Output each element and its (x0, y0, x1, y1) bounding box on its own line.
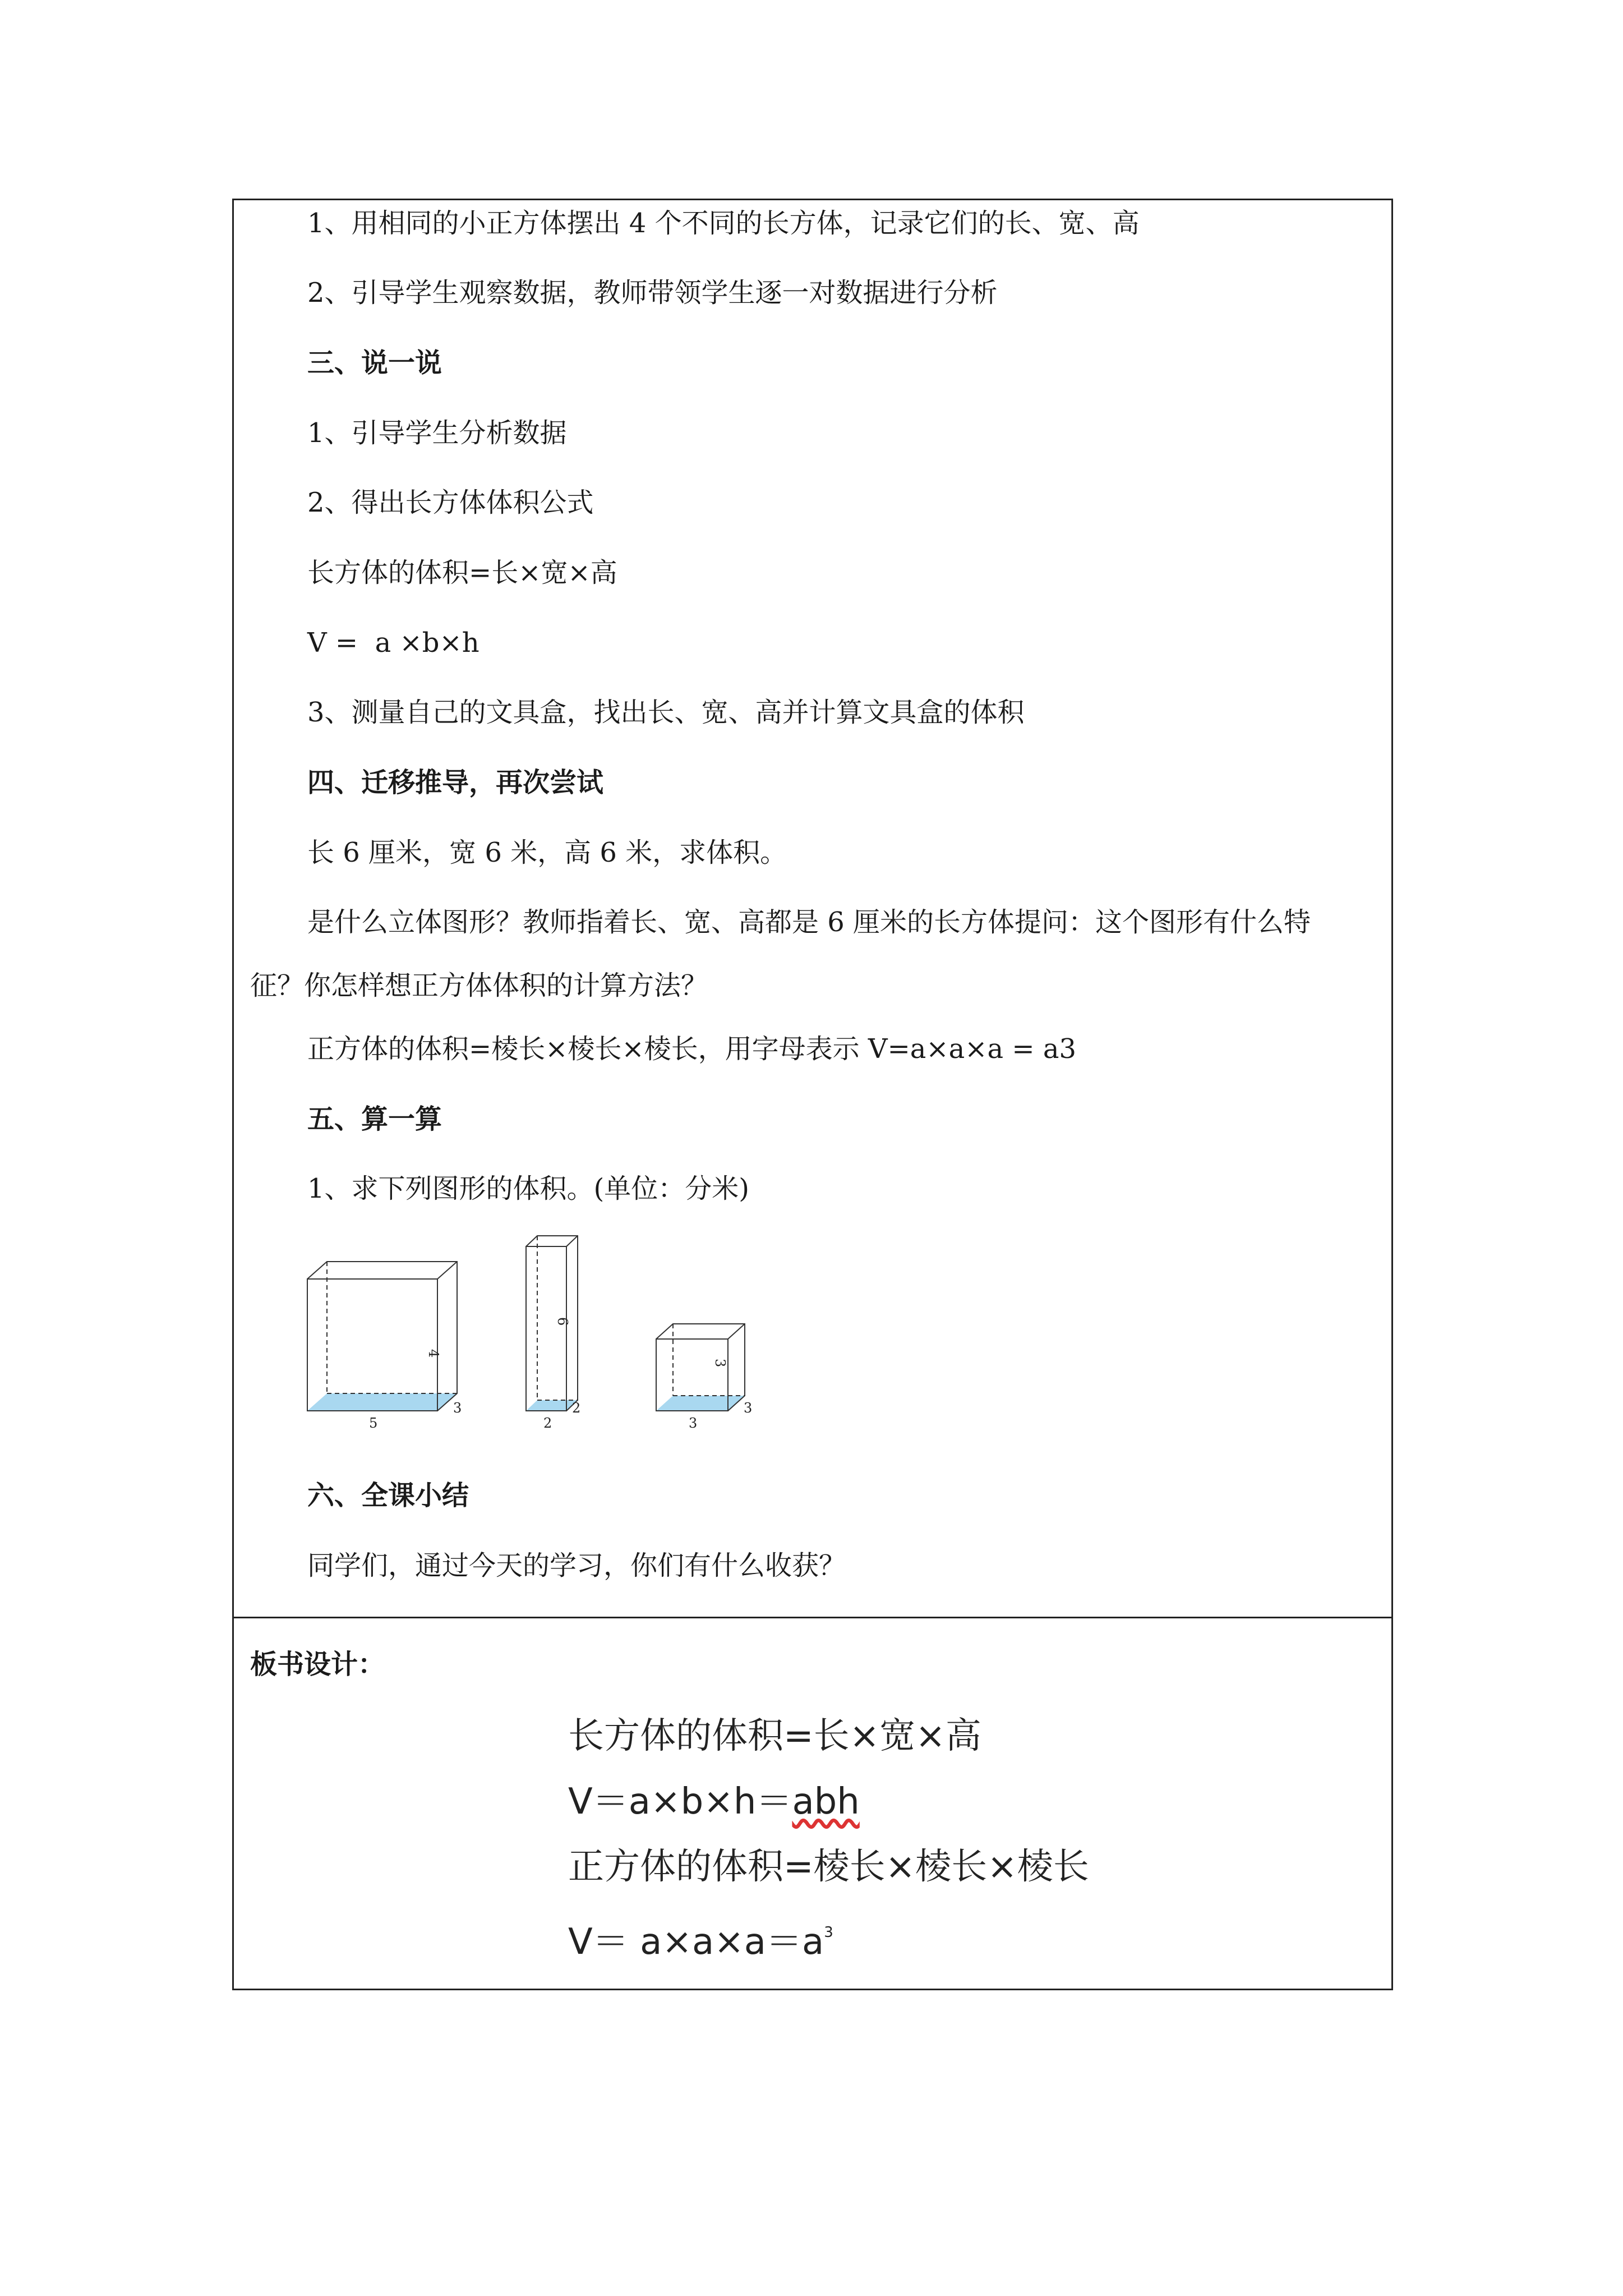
section-heading-4: 四、迁移推导，再次尝试 (307, 767, 604, 798)
section-heading-6: 六、全课小结 (307, 1480, 469, 1511)
board-cube-letter-prefix: V＝ a×a×a＝a (568, 1921, 824, 1963)
board-cuboid-formula: 长方体的体积=长×宽×高 (568, 1715, 981, 1757)
board-abh-term: abh (792, 1781, 860, 1823)
box2-width-label: 2 (572, 1400, 581, 1416)
table-row-divider (232, 1617, 1393, 1618)
box1-length-label: 5 (369, 1415, 378, 1431)
derive-formula-text: 2、得出长方体体积公式 (307, 487, 594, 518)
cuboid-figure-1 (307, 1262, 457, 1411)
box1-width-label: 3 (453, 1400, 462, 1416)
measure-box-text: 3、测量自己的文具盒，找出长、宽、高并计算文具盒的体积 (307, 697, 1025, 728)
cuboid-letter-formula: V = a ×b×h (307, 627, 479, 659)
box3-height-label: 3 (712, 1359, 728, 1368)
board-cuboid-letter-prefix: V＝a×b×h＝ (568, 1781, 792, 1823)
box3-length-label: 3 (689, 1415, 698, 1431)
board-cuboid-letter-formula (568, 1779, 860, 1824)
cuboid-1-base (307, 1393, 457, 1411)
cuboid-volume-formula: 长方体的体积=长×宽×高 (307, 557, 617, 588)
box3-width-label: 3 (744, 1400, 753, 1416)
cube-question-line-1: 是什么立体图形？教师指着长、宽、高都是 6 厘米的长方体提问：这个图形有什么特 (307, 907, 1311, 938)
board-cube-formula: 正方体的体积=棱长×棱长×棱长 (568, 1846, 1089, 1888)
exercise-instruction: 1、求下列图形的体积。(单位：分米) (307, 1173, 749, 1204)
cube-question-line-2: 征？你怎样想正方体体积的计算方法？ (250, 970, 708, 1001)
board-cube-exponent: 3 (824, 1924, 833, 1941)
cube-3-base (656, 1396, 745, 1411)
cube-problem-text: 长 6 厘米，宽 6 米，高 6 米，求体积。 (307, 837, 787, 868)
step-2-text: 2、引导学生观察数据，教师带领学生逐一对数据进行分析 (307, 277, 998, 309)
summary-question: 同学们，通过今天的学习，你们有什么收获？ (307, 1550, 846, 1581)
section-heading-5: 五、算一算 (307, 1103, 442, 1135)
step-1-text: 1、用相同的小正方体摆出 4 个不同的长方体，记录它们的长、宽、高 (307, 208, 1140, 239)
box2-length-label: 2 (543, 1415, 552, 1431)
box2-height-label: 6 (555, 1317, 570, 1326)
cube-figure-3 (656, 1324, 745, 1411)
box1-height-label: 4 (426, 1349, 441, 1358)
cube-volume-formula: 正方体的体积=棱长×棱长×棱长，用字母表示 V=a×a×a = a3 (307, 1033, 1076, 1065)
section-heading-3: 三、说一说 (307, 347, 442, 379)
board-cube-letter-formula (568, 1910, 833, 1964)
board-design-title: 板书设计： (250, 1649, 385, 1680)
solid-figures (303, 1234, 763, 1436)
analyze-data-text: 1、引导学生分析数据 (307, 417, 567, 449)
cuboid-2-base (526, 1400, 578, 1411)
